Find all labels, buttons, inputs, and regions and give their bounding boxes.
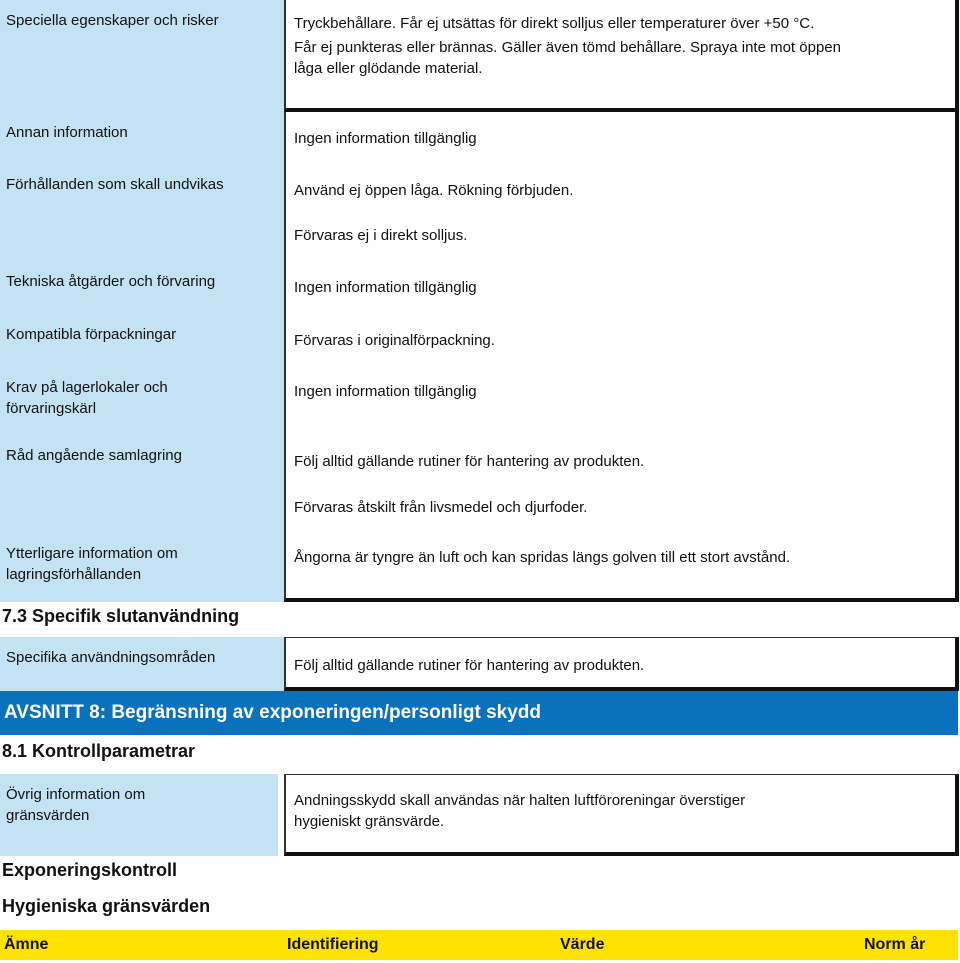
value-rad-samlagring-line2: Förvaras åtskilt från livsmedel och djurfoder. <box>294 499 588 516</box>
value-line: Följ alltid gällande rutiner för hantering av produkten. <box>294 657 645 674</box>
column-header-varde: Värde <box>560 936 605 953</box>
label-forhallanden: Förhållanden som skall undvikas <box>6 176 224 193</box>
table-header-bar <box>0 930 958 960</box>
value-specifika-anvandningsomraden <box>284 637 959 691</box>
label-ytterligare-information: Ytterligare information om lagringsförhållanden <box>6 545 178 583</box>
value-krav-lagerlokaler: Ingen information tillgänglig <box>294 383 477 400</box>
value-line: Tryckbehållare. Får ej utsättas för direkt solljus eller temperaturer över +50 °C. <box>294 15 815 32</box>
section-8-1-title: 8.1 Kontrollparametrar <box>2 741 196 761</box>
label-speciella-egenskaper: Speciella egenskaper och risker <box>0 0 284 112</box>
value-line: låga eller glödande material. <box>294 60 483 77</box>
label-kompatibla-forpackningar: Kompatibla förpackningar <box>6 326 177 343</box>
value-forhallanden-line2: Förvaras ej i direkt solljus. <box>294 227 468 244</box>
value-line: hygieniskt gränsvärde. <box>294 813 445 830</box>
value-speciella-egenskaper <box>284 0 959 112</box>
value-line: Får ej punkteras eller brännas. Gäller även tömd behållare. Spraya inte mot öppen <box>294 39 841 56</box>
label-annan-information: Annan information <box>6 124 128 141</box>
column-header-amne: Ämne <box>4 936 49 953</box>
value-ytterligare-information: Ångorna är tyngre än luft och kan spridas längs golven till ett stort avstånd. <box>294 549 791 566</box>
column-header-norm-ar: Norm år <box>864 936 926 953</box>
label-ovrig-information-gransvarden: Övrig information om gränsvärden <box>0 774 278 856</box>
value-tekniska-atgarder: Ingen information tillgänglig <box>294 279 477 296</box>
value-ovrig-information-gransvarden <box>284 774 959 856</box>
value-kompatibla-forpackningar: Förvaras i originalförpackning. <box>294 332 495 349</box>
section-8-band: AVSNITT 8: Begränsning av exponeringen/personligt skydd <box>0 691 958 735</box>
value-annan-information: Ingen information tillgänglig <box>294 130 477 147</box>
label-specifika-anvandningsomraden: Specifika användningsområden <box>0 637 284 691</box>
section-7-3-title: 7.3 Specifik slutanvändning <box>2 606 240 626</box>
exposure-title: Exponeringskontroll <box>2 860 178 880</box>
label-rad-samlagring: Råd angående samlagring <box>6 447 182 464</box>
label-tekniska-atgarder: Tekniska åtgärder och förvaring <box>6 273 216 290</box>
column-header-identifiering: Identifiering <box>287 936 379 953</box>
value-rad-samlagring-line1: Följ alltid gällande rutiner för hantering av produkten. <box>294 453 645 470</box>
value-line: Andningsskydd skall användas när halten luftföroreningar överstiger <box>294 792 746 809</box>
hygiene-title: Hygieniska gränsvärden <box>2 896 211 916</box>
label-krav-lagerlokaler: Krav på lagerlokaler och förvaringskärl <box>6 379 168 417</box>
value-forhallanden-line1: Använd ej öppen låga. Rökning förbjuden. <box>294 182 574 199</box>
